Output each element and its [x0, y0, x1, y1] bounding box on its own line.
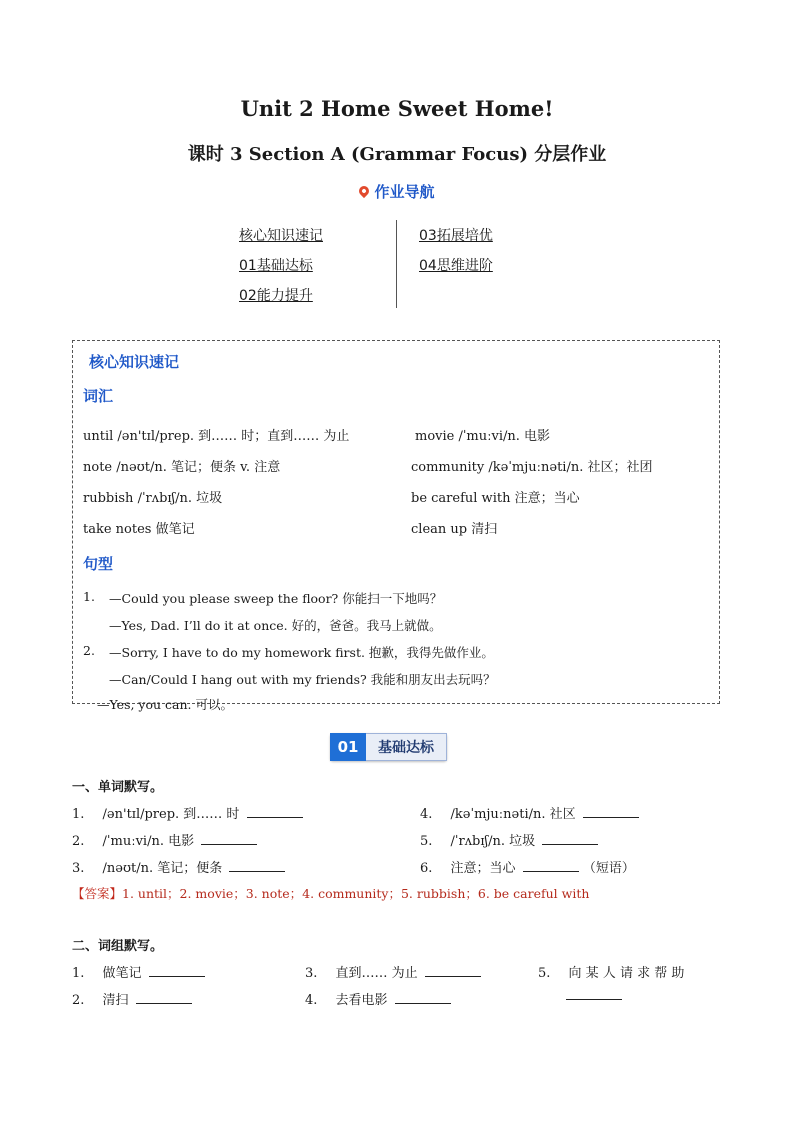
part1-heading: 一、单词默写。 [72, 780, 164, 795]
answer-blank[interactable] [542, 843, 598, 845]
vocab-left-1: until /ən'tɪl/prep. 到…… 时；直到…… 为止 [83, 429, 350, 444]
vocab-right-1: movie /ˈmuːvi/n. 电影 [415, 429, 551, 444]
section-01-number: 01 [330, 733, 366, 761]
sentence-1-line-1: —Could you please sweep the floor? 你能扫一下地吗？ [109, 591, 443, 606]
phrase-question-3 [305, 962, 481, 981]
vocab-right-3: be careful with 注意；当心 [411, 491, 580, 506]
vocab-left-3: rubbish /ˈrʌbɪʃ/n. 垃圾 [83, 491, 223, 506]
nav-heading-label: 作业导航 [374, 183, 435, 201]
sentence-heading: 句型 [83, 555, 114, 573]
answer-blank[interactable] [425, 975, 481, 977]
question-text: /ˈrʌbɪʃ/n. 垃圾 [450, 834, 536, 849]
answer-key [72, 884, 589, 902]
phrase-question-5 [538, 962, 684, 981]
page-title: Unit 2 Home Sweet Home! [240, 96, 554, 121]
answer-blank[interactable] [523, 870, 579, 872]
word-question-6 [420, 857, 635, 876]
answer-blank[interactable] [566, 998, 622, 1000]
core-heading: 核心知识速记 [89, 353, 180, 371]
nav-divider [396, 220, 397, 308]
nav-link-02[interactable]: 02能力提升 [239, 288, 313, 304]
sentence-2-line-2: —Can/Could I hang out with my friends? 我能和朋友出去玩吗？ [109, 672, 496, 687]
sentence-cut-line: —Yes, you can. 可以。 [97, 697, 233, 712]
word-question-5 [420, 830, 598, 849]
sentence-2-line-1: —Sorry, I have to do my homework first. 抱歉，我得先做作业。 [109, 645, 494, 660]
section-01-label: 基础达标 [366, 733, 447, 761]
question-text: 清扫 [102, 993, 129, 1008]
word-question-1 [72, 803, 303, 822]
phrase-question-4 [305, 989, 451, 1008]
question-number: 4. [420, 807, 433, 822]
answer-blank[interactable] [201, 843, 257, 845]
part2-heading: 二、词组默写。 [72, 939, 164, 954]
question-text: 直到…… 为止 [335, 966, 418, 981]
nav-link-03[interactable]: 03拓展培优 [419, 228, 493, 244]
sentence-num-2: 2. [83, 643, 95, 658]
question-number: 1. [72, 807, 85, 822]
question-number: 4. [305, 993, 318, 1008]
answer-blank[interactable] [149, 975, 205, 977]
nav-heading [0, 181, 794, 202]
vocab-right-4: clean up 清扫 [411, 522, 498, 537]
question-number: 3. [72, 861, 85, 876]
nav-link-core[interactable]: 核心知识速记 [239, 228, 323, 244]
question-text: /kəˈmjuːnəti/n. 社区 [450, 807, 576, 822]
question-text: 做笔记 [102, 966, 142, 981]
question-text: 向 某 人 请 求 帮 助 [568, 966, 685, 981]
question-text: /ən'tɪl/prep. 到…… 时 [102, 807, 240, 822]
question-text: /nəʊt/n. 笔记；便条 [102, 861, 223, 876]
sentence-1-line-2: —Yes, Dad. I’ll do it at once. 好的，爸爸。我马上就做。 [109, 618, 442, 633]
question-text: /ˈmuːvi/n. 电影 [102, 834, 195, 849]
section-01-badge [330, 733, 447, 761]
question-number: 2. [72, 834, 85, 849]
vocab-heading: 词汇 [83, 387, 114, 405]
phrase-question-2 [72, 989, 192, 1008]
question-text: 去看电影 [335, 993, 388, 1008]
vocab-left-4: take notes 做笔记 [83, 522, 195, 537]
phrase-question-1 [72, 962, 205, 981]
phrase-question-5-blank [566, 989, 622, 1004]
question-number: 5. [538, 966, 551, 981]
question-number: 6. [420, 861, 433, 876]
question-number: 1. [72, 966, 85, 981]
question-number: 2. [72, 993, 85, 1008]
question-number: 5. [420, 834, 433, 849]
core-knowledge-box [72, 340, 720, 712]
question-text: 注意；当心 [450, 861, 516, 876]
answer-blank[interactable] [229, 870, 285, 872]
answer-blank[interactable] [136, 1002, 192, 1004]
page-subtitle: 课时 3 Section A (Grammar Focus) 分层作业 [187, 144, 607, 165]
answer-text: 1. until；2. movie；3. note；4. community；5. rubbish；6. be careful with [122, 886, 590, 901]
word-question-3 [72, 857, 285, 876]
question-note: （短语） [582, 861, 635, 876]
answer-blank[interactable] [583, 816, 639, 818]
nav-link-01[interactable]: 01基础达标 [239, 258, 313, 274]
answer-tag: 【答案】 [72, 886, 123, 901]
vocab-right-2: community /kəˈmjuːnəti/n. 社区；社团 [411, 460, 653, 475]
answer-blank[interactable] [247, 816, 303, 818]
vocab-left-2: note /nəʊt/n. 笔记；便条 v. 注意 [83, 460, 281, 475]
location-pin-icon [357, 184, 371, 198]
word-question-2 [72, 830, 257, 849]
sentence-num-1: 1. [83, 589, 95, 604]
question-number: 3. [305, 966, 318, 981]
answer-blank[interactable] [395, 1002, 451, 1004]
word-question-4 [420, 803, 639, 822]
nav-link-04[interactable]: 04思维进阶 [419, 258, 493, 274]
